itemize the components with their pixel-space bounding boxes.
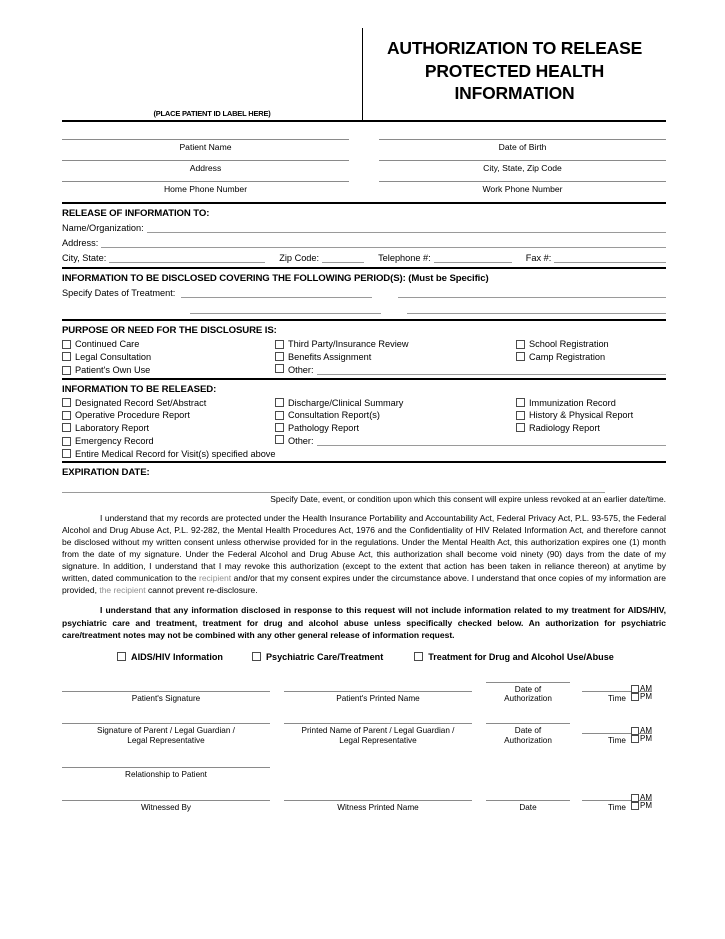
am-label: AM xyxy=(640,684,652,694)
date-of-authorization-caption-1 xyxy=(486,683,570,704)
city-state-zip-caption: City, State, Zip Code xyxy=(483,163,562,173)
time-caption-2: Time xyxy=(608,735,626,745)
signature-block-patient xyxy=(62,682,666,704)
legal-paragraph-1 xyxy=(62,512,666,596)
am-pm-selector-1[interactable] xyxy=(631,685,652,701)
checkbox-laboratory-report[interactable] xyxy=(62,423,275,433)
guardian-printed-name-field[interactable] xyxy=(284,723,472,745)
patient-row-2 xyxy=(62,160,666,173)
am-pm-selector-2[interactable] xyxy=(631,727,652,743)
checkbox-icon[interactable] xyxy=(631,685,639,693)
witnessed-by-field[interactable] xyxy=(62,800,270,812)
checkbox-aids-hiv-information[interactable] xyxy=(117,652,223,662)
am-label: AM xyxy=(640,726,652,735)
checkbox-label: Pathology Report xyxy=(288,422,359,433)
checkbox-entire-medical-record[interactable] xyxy=(62,449,276,459)
caption-line-2: Legal Representative xyxy=(127,735,205,745)
checkbox-camp-registration[interactable] xyxy=(516,352,666,362)
released-row-1 xyxy=(62,398,666,408)
dates-of-treatment-input-2b[interactable] xyxy=(407,303,666,314)
checkbox-icon[interactable] xyxy=(62,449,71,458)
am-label: AM xyxy=(640,792,652,802)
date-of-birth-caption: Date of Birth xyxy=(498,142,547,152)
witness-time-caption: Time xyxy=(608,802,626,812)
patient-row-3 xyxy=(62,181,666,194)
guardian-signature-field[interactable] xyxy=(62,723,270,745)
checkbox-continued-care[interactable] xyxy=(62,339,275,349)
patient-identification-grid xyxy=(62,139,666,194)
form-header xyxy=(62,28,666,122)
checkbox-icon[interactable] xyxy=(62,352,71,361)
checkbox-label: School Registration xyxy=(529,339,609,349)
checkbox-school-registration[interactable] xyxy=(516,339,666,349)
checkbox-label: History & Physical Report xyxy=(529,410,634,420)
purpose-row-2 xyxy=(62,352,666,362)
released-row-2 xyxy=(62,410,666,420)
patient-id-label-placeholder: (PLACE PATIENT ID LABEL HERE) xyxy=(153,109,271,118)
checkbox-label: Designated Record Set/Abstract xyxy=(75,397,207,408)
caption-line-1: Date of xyxy=(514,684,542,694)
caption-line-2: Authorization xyxy=(504,694,552,704)
address-field[interactable] xyxy=(62,160,349,173)
patient-signature-caption: Patient's Signature xyxy=(131,694,201,704)
checkbox-label: Benefits Assignment xyxy=(288,351,372,362)
checkbox-icon[interactable] xyxy=(516,423,525,432)
guardian-printed-name-caption xyxy=(284,724,472,745)
divider-above-information-released xyxy=(62,378,666,380)
checkbox-icon[interactable] xyxy=(275,411,284,420)
relationship-to-patient-caption: Relationship to Patient xyxy=(125,770,207,780)
signature-row-1 xyxy=(62,682,666,704)
relationship-to-patient-field[interactable] xyxy=(62,767,270,779)
checkbox-icon[interactable] xyxy=(275,340,284,349)
witness-printed-name-caption: Witness Printed Name xyxy=(337,802,419,812)
dates-of-treatment-label: Specify Dates of Treatment: xyxy=(62,288,176,298)
divider-above-purpose xyxy=(62,319,666,321)
checkbox-label: Other: xyxy=(288,436,314,446)
name-organization-input[interactable] xyxy=(147,222,666,233)
checkbox-icon[interactable] xyxy=(516,352,525,361)
released-row-4 xyxy=(62,435,666,446)
checkbox-label: Third Party/Insurance Review xyxy=(288,339,409,349)
information-released-section-title: INFORMATION TO BE RELEASED: xyxy=(62,383,217,395)
checkbox-history-physical-report[interactable] xyxy=(516,410,666,420)
checkbox-radiology-report[interactable] xyxy=(516,423,666,433)
release-fax-label: Fax #: xyxy=(525,253,552,263)
checkbox-label: Immunization Record xyxy=(529,397,616,408)
checkbox-icon[interactable] xyxy=(414,652,423,661)
checkbox-third-party-insurance-review[interactable] xyxy=(275,339,516,349)
witness-time-field[interactable] xyxy=(582,792,652,812)
date-of-authorization-field-1[interactable] xyxy=(486,682,570,704)
title-line-3: INFORMATION xyxy=(454,83,575,104)
legal-paragraph-1-recipient-1: recipient xyxy=(199,573,232,584)
release-section-title: RELEASE OF INFORMATION TO: xyxy=(62,208,210,219)
form-sheet xyxy=(62,28,666,812)
checkbox-icon[interactable] xyxy=(62,423,71,432)
signature-block-guardian xyxy=(62,723,666,745)
checkbox-label: Emergency Record xyxy=(75,436,154,446)
page-title xyxy=(387,37,642,104)
divider-above-expiration xyxy=(62,461,666,463)
pm-label: PM xyxy=(640,692,652,702)
dates-of-treatment-row-1[interactable] xyxy=(62,287,666,298)
checkbox-label: Operative Procedure Report xyxy=(75,410,190,420)
pm-label: PM xyxy=(640,734,652,744)
legal-paragraph-2: I understand that any information disclosed in response to this request will not include information related to my treatment for AIDS/HIV, psychiatric care and treatment, treatment for drug and alcohol abuse unless specifically checked below. An authorization for psychiatric care/treatment notes may not be combined with any other general release of information request. xyxy=(62,605,666,640)
release-city-state-label: City, State: xyxy=(62,253,107,263)
checkbox-label: Legal Consultation xyxy=(75,351,152,362)
witness-date-field[interactable] xyxy=(486,800,570,812)
checkbox-consultation-reports[interactable] xyxy=(275,410,516,420)
pm-label: PM xyxy=(640,801,652,810)
release-city-state-input[interactable] xyxy=(109,252,265,263)
work-phone-caption: Work Phone Number xyxy=(482,184,563,194)
checkbox-label: Radiology Report xyxy=(529,422,600,433)
checkbox-label: Other: xyxy=(288,365,314,375)
relationship-block xyxy=(62,767,666,779)
checkbox-operative-procedure-report[interactable] xyxy=(62,410,275,420)
release-telephone-input[interactable] xyxy=(434,252,512,263)
checkbox-legal-consultation[interactable] xyxy=(62,352,275,362)
release-address-label: Address: xyxy=(62,238,99,248)
pm-option-2[interactable] xyxy=(631,735,652,743)
checkbox-emergency-record[interactable] xyxy=(62,436,275,446)
purpose-row-3 xyxy=(62,364,666,375)
checkbox-icon[interactable] xyxy=(62,340,71,349)
form-title-area xyxy=(363,28,666,120)
checkbox-icon[interactable] xyxy=(631,735,639,743)
home-phone-field[interactable] xyxy=(62,181,349,194)
checkbox-label: Psychiatric Care/Treatment xyxy=(265,651,384,662)
witness-date-caption: Date xyxy=(519,802,537,812)
checkbox-icon[interactable] xyxy=(516,340,525,349)
checkbox-icon[interactable] xyxy=(62,437,71,446)
title-line-1: AUTHORIZATION TO RELEASE xyxy=(386,38,643,59)
release-address-input[interactable] xyxy=(101,237,666,248)
checkbox-icon[interactable] xyxy=(275,364,284,373)
time-caption-1: Time xyxy=(608,694,626,704)
checkbox-drug-alcohol-treatment[interactable] xyxy=(414,652,614,662)
checkbox-purpose-other[interactable] xyxy=(275,364,666,375)
pm-option-3[interactable] xyxy=(631,802,652,810)
witnessed-by-caption: Witnessed By xyxy=(140,802,192,812)
patient-signature-field[interactable] xyxy=(62,691,270,703)
checkbox-icon[interactable] xyxy=(631,802,639,810)
caption-line-2: Legal Representative xyxy=(339,735,417,745)
time-field-1[interactable] xyxy=(582,684,652,704)
release-fax-input[interactable] xyxy=(554,252,666,263)
name-organization-row[interactable] xyxy=(62,222,666,233)
checkbox-label: Patient's Own Use xyxy=(75,365,151,375)
date-of-birth-field[interactable] xyxy=(379,139,666,152)
address-caption: Address xyxy=(189,163,222,173)
checkbox-icon[interactable] xyxy=(252,652,261,661)
checkbox-icon[interactable] xyxy=(62,411,71,420)
released-row-5 xyxy=(62,449,666,459)
time-field-2[interactable] xyxy=(582,726,652,745)
checkbox-icon[interactable] xyxy=(631,727,639,735)
purpose-other-input[interactable] xyxy=(317,364,666,375)
checkbox-discharge-clinical-summary[interactable] xyxy=(275,398,516,408)
release-address-row[interactable] xyxy=(62,237,666,248)
checkbox-label: Discharge/Clinical Summary xyxy=(288,397,404,408)
home-phone-caption: Home Phone Number xyxy=(163,184,248,194)
caption-line-2: Authorization xyxy=(504,735,552,745)
signature-block-witness xyxy=(62,792,666,812)
legal-paragraph-1-part-c: cannot prevent re-disclosure. xyxy=(145,585,258,596)
checkbox-designated-record-set[interactable] xyxy=(62,398,275,408)
checkbox-icon[interactable] xyxy=(631,794,639,802)
checkbox-pathology-report[interactable] xyxy=(275,423,516,433)
purpose-checkbox-grid xyxy=(62,339,666,375)
dates-of-treatment-input-1a[interactable] xyxy=(181,287,372,298)
checkbox-label: Continued Care xyxy=(75,339,140,349)
checkbox-benefits-assignment[interactable] xyxy=(275,352,516,362)
city-state-zip-phone-row[interactable] xyxy=(62,252,666,263)
checkbox-label: Camp Registration xyxy=(529,351,606,362)
purpose-row-1 xyxy=(62,339,666,349)
disclosure-period-section-title: INFORMATION TO BE DISCLOSED COVERING THE FOLLOWING PERIOD(S): (Must be Specific) xyxy=(62,273,489,284)
released-other-input[interactable] xyxy=(317,435,666,446)
title-line-2: PROTECTED HEALTH xyxy=(424,60,605,81)
checkbox-label: Entire Medical Record for Visit(s) specified above xyxy=(75,448,276,459)
date-of-authorization-caption-2 xyxy=(486,724,570,745)
checkbox-icon[interactable] xyxy=(631,693,639,701)
checkbox-icon[interactable] xyxy=(516,398,525,407)
checkbox-icon[interactable] xyxy=(62,366,71,375)
pm-option-1[interactable] xyxy=(631,693,652,701)
signature-row-2 xyxy=(62,723,666,745)
checkbox-icon[interactable] xyxy=(516,411,525,420)
expiration-section-title: EXPIRATION DATE: xyxy=(62,467,150,478)
am-pm-selector-3[interactable] xyxy=(631,794,652,810)
patient-printed-name-caption: Patient's Printed Name xyxy=(336,694,420,704)
divider-above-release-section xyxy=(62,202,666,204)
patient-row-1 xyxy=(62,139,666,152)
divider-above-disclosure-period xyxy=(62,267,666,269)
checkbox-label: Consultation Report(s) xyxy=(288,410,380,420)
work-phone-field[interactable] xyxy=(379,181,666,194)
checkbox-icon[interactable] xyxy=(275,398,284,407)
release-telephone-label: Telephone #: xyxy=(378,253,431,263)
checkbox-label: Treatment for Drug and Alcohol Use/Abuse xyxy=(428,651,614,662)
patient-name-field[interactable] xyxy=(62,139,349,152)
checkbox-label: AIDS/HIV Information xyxy=(131,651,223,662)
dates-of-treatment-input-1b[interactable] xyxy=(398,287,666,298)
release-zip-label: Zip Code: xyxy=(279,253,320,263)
witness-printed-name-field[interactable] xyxy=(284,800,472,812)
checkbox-patients-own-use[interactable] xyxy=(62,365,275,375)
date-of-authorization-field-2[interactable] xyxy=(486,723,570,745)
guardian-signature-caption xyxy=(62,724,270,745)
legal-paragraph-1-part-b: and/or that my consent expires under the circumstance above. I understand that once copies of my information are provided, xyxy=(62,573,667,596)
information-released-checkbox-grid xyxy=(62,398,666,459)
checkbox-released-other[interactable] xyxy=(275,435,666,446)
legal-paragraph-1-part-a: I understand that my records are protected under the Health Insurance Portability and Accountability Act, Federal Privacy Act, P.L. 93-575, the Federal Alcohol and Drug Abuse Act, P.L. 92-282, the Mental Health Procedures Act, 1976 and the Confidentiality of HIV Related Information Act, and therefore cannot be disclosed without my written consent unless otherwise provided for in the regulations. Under the Mental Health Act, this authorization expires one (1) month from the date of my signature. Under the Federal Alcohol and Drug Abuse Act, this authorization shall become void ninety (90) days from the date of my signature. In addition, I understand that I may revoke this authorization (except to the extent that action has been taken in reliance thereon) at anytime by written, dated communication to the xyxy=(62,513,666,584)
checkbox-immunization-record[interactable] xyxy=(516,398,666,408)
city-state-zip-field[interactable] xyxy=(379,160,666,173)
checkbox-icon[interactable] xyxy=(275,352,284,361)
special-categories-row xyxy=(117,652,666,662)
release-zip-input[interactable] xyxy=(322,252,364,263)
caption-line-1: Printed Name of Parent / Legal Guardian / xyxy=(301,726,455,736)
patient-name-caption: Patient Name xyxy=(179,142,232,152)
patient-id-label-area[interactable] xyxy=(62,28,363,120)
dates-of-treatment-input-2a[interactable] xyxy=(190,303,381,314)
purpose-section-title: PURPOSE OR NEED FOR THE DISCLOSURE IS: xyxy=(62,325,277,336)
name-organization-label: Name/Organization: xyxy=(62,223,144,233)
checkbox-icon[interactable] xyxy=(275,423,284,432)
expiration-caption: Specify Date, event, or condition upon which this consent will expire unless revoked at an earlier date/time. xyxy=(270,494,666,504)
dates-of-treatment-row-2[interactable] xyxy=(62,303,666,314)
checkbox-icon[interactable] xyxy=(62,398,71,407)
caption-line-1: Signature of Parent / Legal Guardian / xyxy=(97,726,235,736)
checkbox-psychiatric-care-treatment[interactable] xyxy=(252,652,383,662)
caption-line-1: Date of xyxy=(514,726,542,736)
legal-paragraph-1-recipient-2: the recipient xyxy=(99,585,146,596)
checkbox-label: Laboratory Report xyxy=(75,422,150,433)
released-row-3 xyxy=(62,423,666,433)
signature-row-3 xyxy=(62,792,666,812)
checkbox-icon[interactable] xyxy=(117,652,126,661)
checkbox-icon[interactable] xyxy=(275,435,284,444)
patient-printed-name-field[interactable] xyxy=(284,691,472,703)
